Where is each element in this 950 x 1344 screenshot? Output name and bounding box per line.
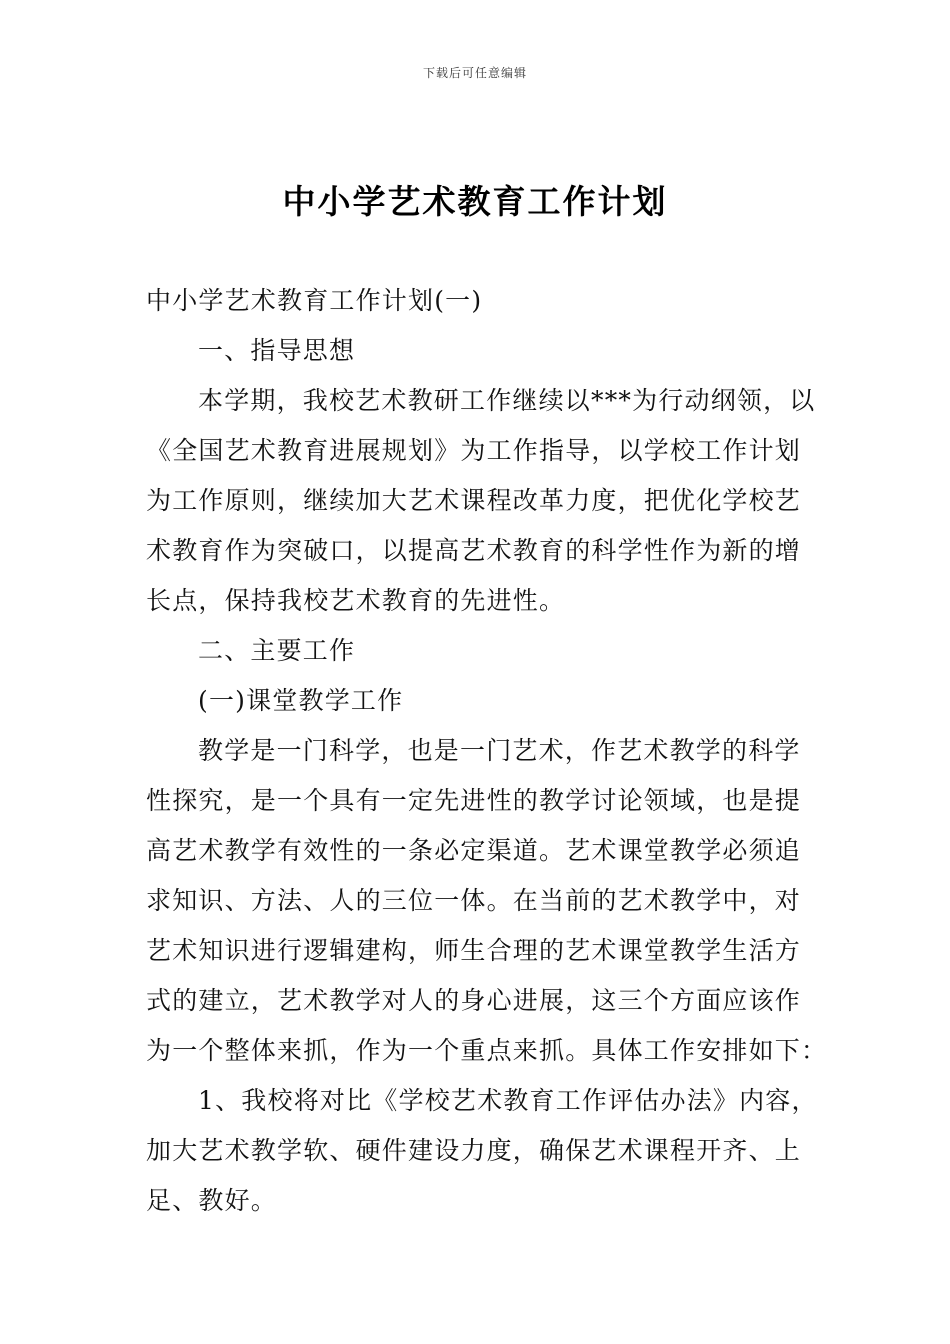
paragraph-line: 为一个整体来抓，作为一个重点来抓。具体工作安排如下： bbox=[146, 1036, 828, 1065]
paragraph-line: 求知识、方法、人的三位一体。在当前的艺术教学中，对 bbox=[146, 886, 802, 915]
paragraph-line: 术教育作为突破口，以提高艺术教育的科学性作为新的增 bbox=[146, 536, 802, 565]
subsection-heading: (一)课堂教学工作 bbox=[198, 686, 404, 715]
header-note: 下载后可任意编辑 bbox=[422, 66, 527, 80]
paragraph-line: 为工作原则，继续加大艺术课程改革力度，把优化学校艺 bbox=[146, 486, 802, 515]
list-item-line: 足、教好。 bbox=[146, 1186, 278, 1215]
section-heading: 一、指导思想 bbox=[198, 336, 356, 365]
document-body bbox=[146, 276, 828, 1226]
paragraph-line: 性探究，是一个具有一定先进性的教学讨论领域，也是提 bbox=[146, 786, 802, 815]
paragraph-line: 长点，保持我校艺术教育的先进性。 bbox=[146, 586, 566, 615]
list-item-line: 1、我校将对比《学校艺术教育工作评估办法》内容， bbox=[198, 1086, 818, 1115]
section-heading: 二、主要工作 bbox=[198, 636, 356, 665]
paragraph-line: 教学是一门科学，也是一门艺术，作艺术教学的科学 bbox=[198, 736, 801, 765]
paragraph-line: 本学期，我校艺术教研工作继续以***为行动纲领，以 bbox=[198, 386, 816, 415]
list-item-line: 加大艺术教学软、硬件建设力度，确保艺术课程开齐、上 bbox=[146, 1136, 802, 1165]
paragraph-line: 艺术知识进行逻辑建构，师生合理的艺术课堂教学生活方 bbox=[146, 936, 802, 965]
paragraph-line: 《全国艺术教育进展规划》为工作指导，以学校工作计划 bbox=[146, 436, 802, 465]
paragraph-line: 式的建立，艺术教学对人的身心进展，这三个方面应该作 bbox=[146, 986, 802, 1015]
paragraph-line: 高艺术教学有效性的一条必定渠道。艺术课堂教学必须追 bbox=[146, 836, 802, 865]
document-title: 中小学艺术教育工作计划 bbox=[282, 182, 668, 221]
subtitle-line: 中小学艺术教育工作计划(一) bbox=[146, 286, 483, 315]
